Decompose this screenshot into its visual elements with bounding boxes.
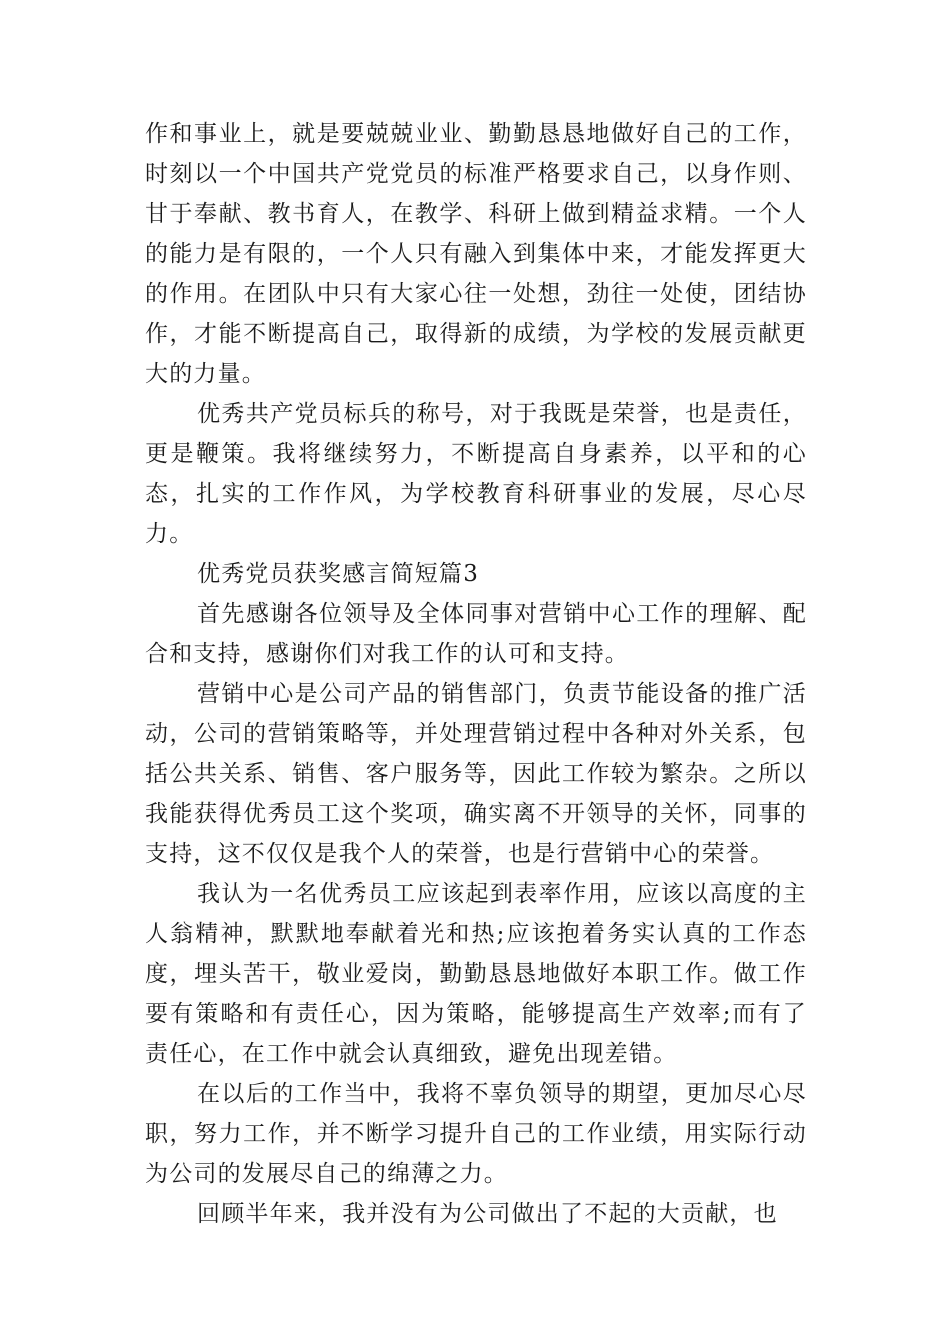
paragraph: 首先感谢各位领导及全体同事对营销中心工作的理解、配合和支持，感谢你们对我工作的认可和支持。 (145, 601, 807, 667)
paragraph: 我认为一名优秀员工应该起到表率作用，应该以高度的主人翁精神，默默地奉献着光和热;应该抱着务实认真的工作态度，埋头苦干，敬业爱岗，勤勤恳恳地做好本职工作。做工作要有策略和有责任心，因为策略，能够提高生产效率;而有了责任心，在工作中就会认真细致，避免出现差错。 (145, 881, 807, 1067)
paragraph: 回顾半年来，我并没有为公司做出了不起的大贡献，也 (197, 1201, 778, 1227)
paragraph: 优秀共产党员标兵的称号，对于我既是荣誉，也是责任，更是鞭策。我将继续努力，不断提高自身素养，以平和的心态，扎实的工作作风，为学校教育科研事业的发展，尽心尽力。 (145, 401, 807, 547)
paragraph: 营销中心是公司产品的销售部门，负责节能设备的推广活动，公司的营销策略等，并处理营销过程中各种对外关系，包括公共关系、销售、客户服务等，因此工作较为繁杂。之所以我能获得优秀员工这个奖项，确实离不开领导的关怀，同事的支持，这不仅仅是我个人的荣誉，也是行营销中心的荣誉。 (145, 681, 807, 867)
paragraph: 在以后的工作当中，我将不辜负领导的期望，更加尽心尽职，努力工作，并不断学习提升自己的工作业绩，用实际行动为公司的发展尽自己的绵薄之力。 (145, 1081, 807, 1187)
document-body (145, 114, 807, 1234)
paragraph-continuation: 作和事业上，就是要兢兢业业、勤勤恳恳地做好自己的工作，时刻以一个中国共产党党员的标准严格要求自己，以身作则、甘于奉献、教书育人，在教学、科研上做到精益求精。一个人的能力是有限的，一个人只有融入到集体中来，才能发挥更大的作用。在团队中只有大家心往一处想，劲往一处使，团结协作，才能不断提高自己，取得新的成绩，为学校的发展贡献更大的力量。 (145, 121, 807, 387)
section-heading: 优秀党员获奖感言简短篇3 (197, 561, 480, 587)
